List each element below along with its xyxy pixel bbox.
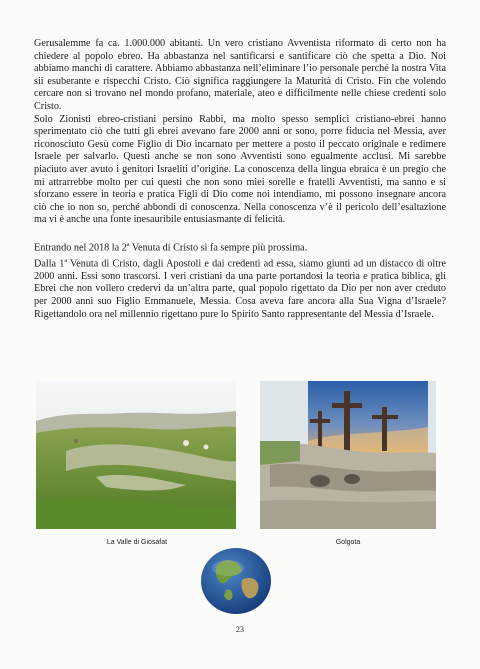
valley-caption: La Valle di Giosafat	[106, 539, 168, 546]
golgotha-caption: Golgota	[335, 539, 361, 546]
globe-image	[198, 546, 274, 616]
paragraph-3-sup: a	[126, 241, 130, 248]
paragraph-4-text-b: Venuta di Cristo, dagli Apostoli e dai credenti ad essa, siamo giunti ad un distacco di oltre 2000 anni. Essi sono trascorsi. I veri cristiani da una parte portandosi la teoria e pratica biblica, gli Ebrei che non vollero credervi da un’altra parte, qual popolo rigettato da Dio per non aver creduto per 2000 anni suo Figlio Emmanuele, Messia. Cosa aveva fare ancora alla Sua Vigna d’Israele? Rigettandolo ora nel millennio rigettano pure lo Spirito Santo rappresentante del Messia d’Israele.	[34, 258, 446, 320]
paragraph-4-sup: a	[64, 257, 67, 264]
page-number: 23	[236, 625, 244, 634]
paragraph-2: Solo Zionisti ebreo-cristiani persino Rabbi, ma molto spesso semplici cristiano-ebrei hanno sperimentato ciò che tutti gli ebrei avevano fare 2000 anni or sono, porre fiducia nel Messia, aver riconosciuto Gesù come Figlio di Dio incarnato per mettere a posto il peccato originale e redimere Israele per salvarlo. Questi anche se non sono Avventisti sono egualmente acclusi. Mi sarebbe piaciuto aver avuto i genitori Israeliti d’origine. La conoscenza della lingua ebraica è un pregio che mi attrarrebbe molto per cui questi che non sono miei sorelle e fratelli Avventisti, ma sanno e si sforzano essere in teoria e pratica Figli di Dio come noi intendiamo, mi possono insegnare ancora ciò che io non so, perché abbondi di conoscenza. Nella conoscenza v’è il pericolo dell’esaltazione ma vi è anche una fonte inesauribile entusiasmante di felicità.	[34, 113, 446, 226]
body-text	[34, 38, 446, 321]
paragraph-3-text-b: Venuta di Cristo si fa sempre più prossima.	[129, 242, 308, 254]
valley-photo	[36, 381, 236, 529]
golgotha-photo	[260, 381, 436, 529]
paragraph-4-text-a: Dalla 1	[34, 258, 65, 270]
paragraph-1: Gerusalemme fa ca. 1.000.000 abitanti. Un vero cristiano Avventista riformato di certo non ha chiedere al popolo ebreo. Ha abbastanza nel santificarsi e santificare ciò che spetta a Dio. Noi abbiamo manchi di carattere. Abbiamo abbastanza nell’eliminare l’io personale perché la nostra Vita sii esuberante e rispecchi Cristo. Ciò significa raggiungere la Maturità di Cristo. Fin che volendo cercare non si trovano nel mondo profano, materiale, ateo e difficilmente nelle chiese credenti solo Cristo.	[34, 38, 446, 112]
paragraph-3-text-a: Entrando nel 2018 la 2	[34, 242, 127, 254]
paragraph-3	[34, 239, 446, 255]
paragraph-4	[34, 255, 446, 321]
